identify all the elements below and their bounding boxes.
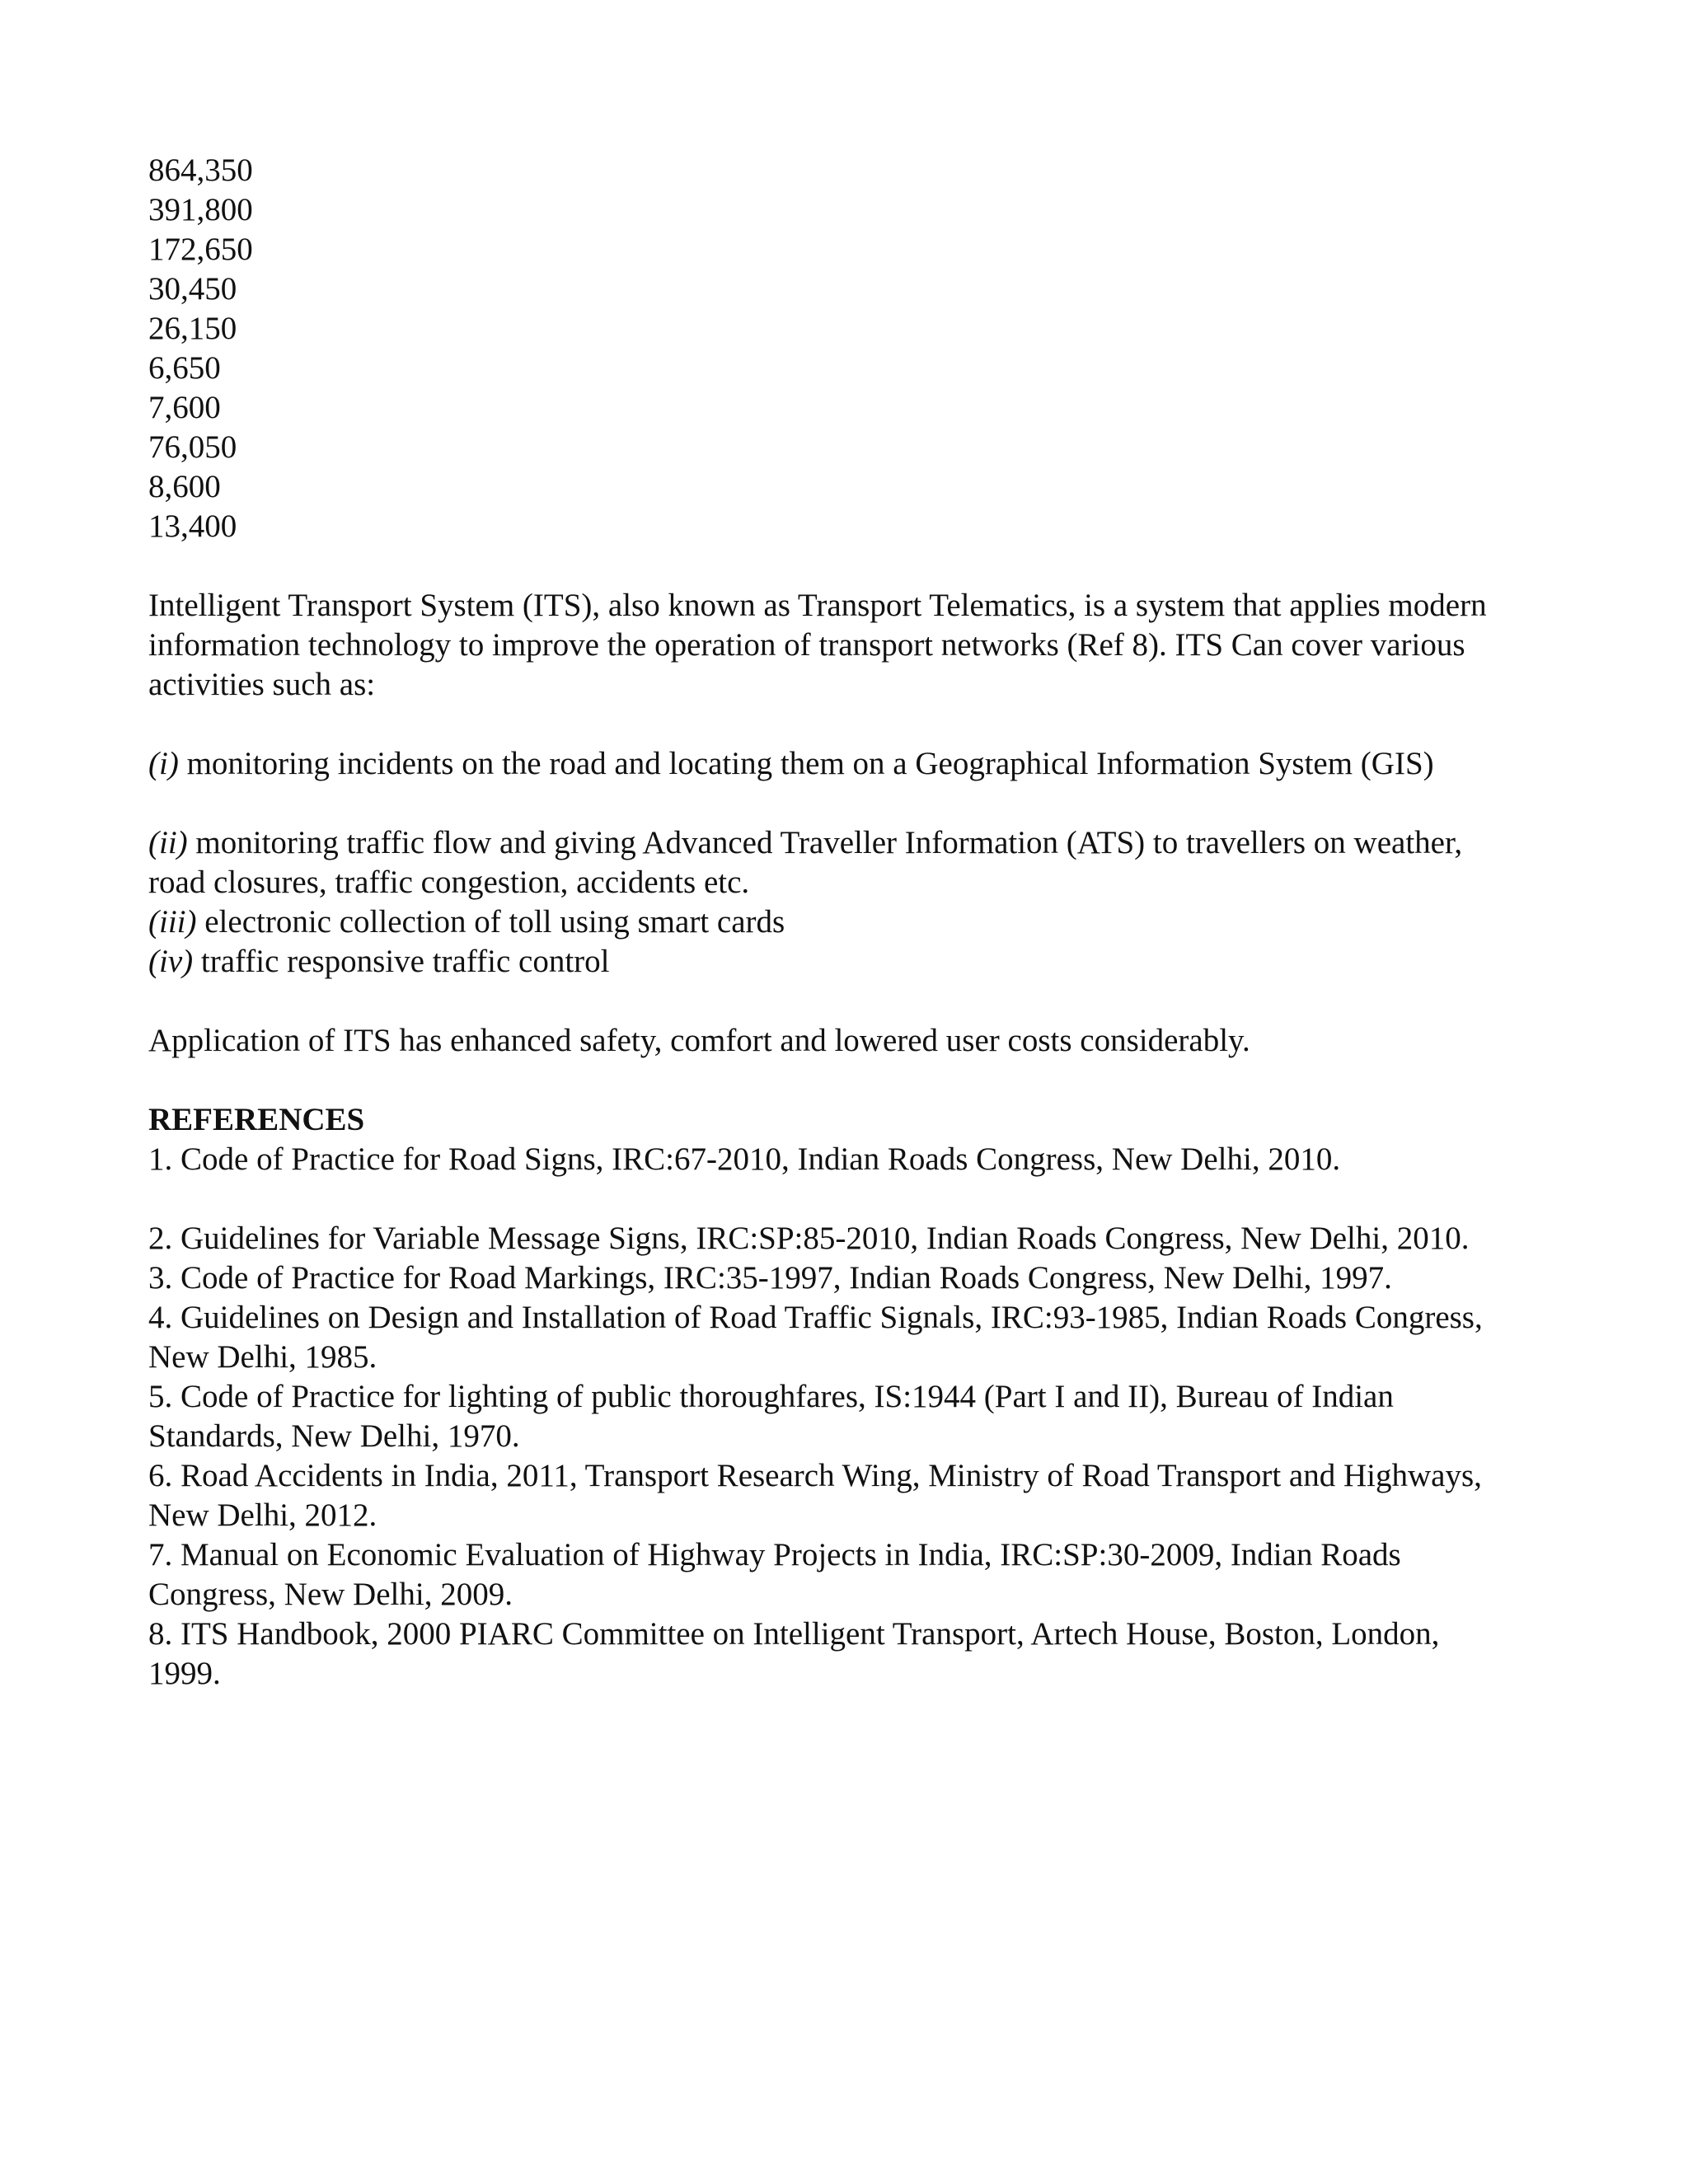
conclusion-text: Application of ITS has enhanced safety, comfort and lowered user costs considerably. [148, 1023, 1250, 1058]
reference-item [148, 1456, 1550, 1535]
reference-line: 4. Guidelines on Design and Installation of Road Traffic Signals, IRC:93-1985, Indian Roads Congress, [148, 1300, 1483, 1335]
number-item: 26,150 [148, 311, 237, 346]
references-section [148, 1100, 1550, 1694]
item-text: electronic collection of toll using smart cards [196, 904, 785, 940]
number-item: 6,650 [148, 350, 221, 386]
number-item: 172,650 [148, 232, 253, 267]
number-item: 864,350 [148, 152, 253, 188]
activity-group [148, 823, 1550, 982]
item-marker: (iv) [148, 944, 194, 979]
activity-item [148, 744, 1550, 784]
item-text: monitoring incidents on the road and locating them on a Geographical Information System (GIS) [178, 746, 1434, 781]
reference-line: 1. Code of Practice for Road Signs, IRC:67-2010, Indian Roads Congress, New Delhi, 2010. [148, 1141, 1341, 1177]
activity-item [148, 942, 1550, 982]
reference-line: 3. Code of Practice for Road Markings, IRC:35-1997, Indian Roads Congress, New Delhi, 1997. [148, 1260, 1392, 1296]
number-item: 30,450 [148, 271, 237, 307]
reference-item [148, 1140, 1550, 1179]
reference-line: Standards, New Delhi, 1970. [148, 1418, 520, 1454]
reference-item [148, 1298, 1550, 1377]
reference-line: 2. Guidelines for Variable Message Signs, IRC:SP:85-2010, Indian Roads Congress, New Delhi, 2010. [148, 1221, 1470, 1256]
references-heading: REFERENCES [148, 1102, 365, 1137]
item-text: traffic responsive traffic control [193, 944, 610, 979]
item-text: monitoring traffic flow and giving Advanced Traveller Information (ATS) to travellers on weather, [187, 825, 1463, 860]
activity-item [148, 902, 1550, 942]
intro-paragraph [148, 586, 1550, 705]
item-marker: (iii) [148, 904, 197, 940]
reference-line: New Delhi, 2012. [148, 1497, 377, 1533]
number-list [148, 151, 1550, 546]
intro-line: activities such as: [148, 667, 376, 702]
number-item: 76,050 [148, 429, 237, 465]
reference-item [148, 1535, 1550, 1615]
intro-line: Intelligent Transport System (ITS), also known as Transport Telematics, is a system that applies modern [148, 588, 1487, 623]
number-item: 13,400 [148, 509, 237, 544]
conclusion-paragraph [148, 1021, 1550, 1061]
item-text: road closures, traffic congestion, accidents etc. [148, 865, 750, 900]
item-marker: (ii) [148, 825, 188, 860]
reference-item [148, 1377, 1550, 1456]
number-item: 8,600 [148, 469, 221, 504]
reference-line: 6. Road Accidents in India, 2011, Transport Research Wing, Ministry of Road Transport and Highways, [148, 1458, 1482, 1493]
reference-line: 5. Code of Practice for lighting of public thoroughfares, IS:1944 (Part I and II), Bureau of Indian [148, 1379, 1394, 1414]
document-page [148, 151, 1550, 1694]
number-item: 391,800 [148, 192, 253, 227]
reference-line: New Delhi, 1985. [148, 1339, 377, 1375]
reference-item [148, 1258, 1550, 1298]
reference-item [148, 1615, 1550, 1694]
item-marker: (i) [148, 746, 179, 781]
reference-item [148, 1219, 1550, 1258]
reference-line: 7. Manual on Economic Evaluation of Highway Projects in India, IRC:SP:30-2009, Indian Roads [148, 1537, 1401, 1572]
intro-line: information technology to improve the operation of transport networks (Ref 8). ITS Can cover various [148, 627, 1465, 663]
reference-line: 8. ITS Handbook, 2000 PIARC Committee on Intelligent Transport, Artech House, Boston, London, [148, 1616, 1440, 1652]
reference-line: Congress, New Delhi, 2009. [148, 1577, 513, 1612]
number-item: 7,600 [148, 390, 221, 425]
reference-line: 1999. [148, 1656, 221, 1691]
activity-item [148, 823, 1550, 902]
